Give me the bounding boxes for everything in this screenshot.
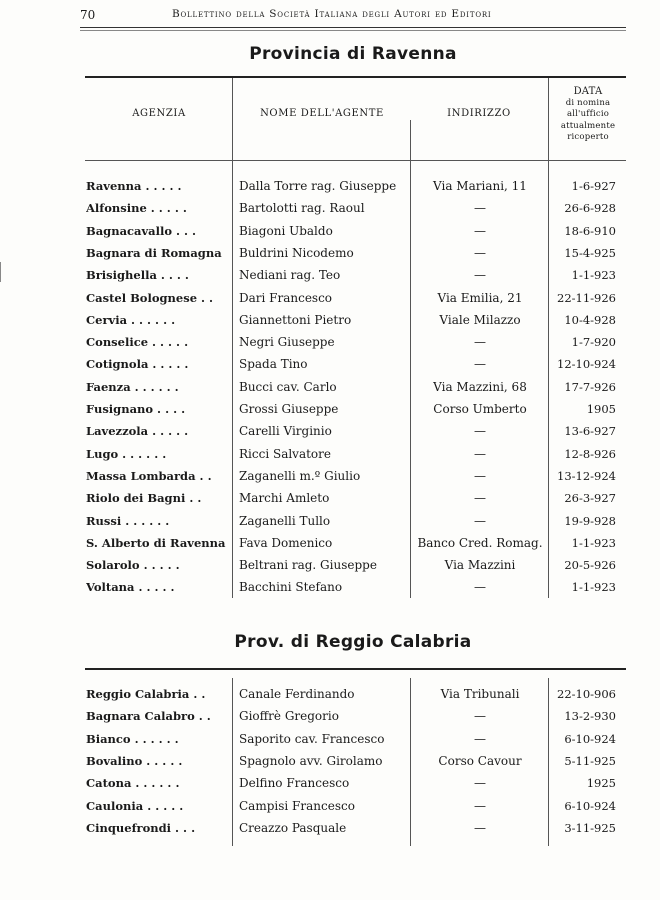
cell-indirizzo: Via Mariani, 11 <box>433 179 527 193</box>
cell-agente: Dalla Torre rag. Giuseppe <box>239 179 397 193</box>
cell-agente: Dari Francesco <box>239 290 333 305</box>
cell-agente: Carelli Virginio <box>239 424 332 439</box>
cell-indirizzo: — <box>474 491 486 506</box>
cell-indirizzo: Via Mazzini, 68 <box>433 379 527 394</box>
table-row <box>0 376 660 398</box>
page-number: 70 <box>80 8 96 22</box>
cell-indirizzo: Corso Cavour <box>438 753 522 768</box>
table-row <box>0 705 660 727</box>
table-row <box>0 353 660 375</box>
cell-agente: Zaganelli Tullo <box>239 513 331 528</box>
cell-indirizzo: Via Emilia, 21 <box>437 290 523 305</box>
cell-indirizzo: — <box>474 798 486 813</box>
column-header-agente: NOME DELL'AGENTE <box>260 108 384 119</box>
cell-agenzia: Solarolo . . . . . <box>86 558 180 573</box>
table-row <box>0 750 660 772</box>
cell-data: 18-6-910 <box>564 223 616 238</box>
table-row <box>0 772 660 794</box>
cell-data: 13-6-927 <box>564 424 616 439</box>
cell-agenzia: Voltana . . . . . <box>86 580 175 595</box>
cell-agenzia: Massa Lombarda . . <box>86 468 212 483</box>
table-row <box>0 331 660 353</box>
cell-agenzia: Fusignano . . . . <box>86 402 186 416</box>
cell-agente: Spada Tino <box>239 357 308 372</box>
cell-agente: Biagoni Ubaldo <box>239 223 333 238</box>
cell-agente: Ricci Salvatore <box>239 446 331 461</box>
cell-agenzia: Bagnara Calabro . . <box>86 709 211 724</box>
cell-indirizzo: — <box>474 335 486 350</box>
cell-data: 26-6-928 <box>564 201 616 216</box>
cell-data: 12-8-926 <box>564 446 616 461</box>
table-row <box>0 728 660 750</box>
cell-agenzia: Cinquefrondi . . . <box>86 820 196 835</box>
cell-indirizzo: — <box>474 268 486 283</box>
table-row <box>0 242 660 264</box>
cell-agenzia: Catona . . . . . . <box>86 776 180 791</box>
header-bottom-rule <box>85 160 626 161</box>
cell-agenzia: Cotignola . . . . . <box>86 357 189 372</box>
cell-agente: Giannettoni Pietro <box>239 312 352 327</box>
header-rule-secondary <box>80 30 626 31</box>
cell-indirizzo: — <box>474 446 486 461</box>
cell-agente: Beltrani rag. Giuseppe <box>239 558 377 573</box>
cell-agente: Bartolotti rag. Raoul <box>239 201 365 216</box>
cell-agente: Negri Giuseppe <box>239 335 335 350</box>
column-header-data-sub-1: di nomina <box>565 97 611 108</box>
cell-data: 17-7-926 <box>564 379 616 394</box>
table-row <box>0 683 660 705</box>
cell-data: 5-11-925 <box>564 753 616 768</box>
table-row <box>0 510 660 532</box>
margin-mark <box>0 262 1 282</box>
table-row <box>0 309 660 331</box>
cell-agente: Creazzo Pasquale <box>239 820 347 835</box>
cell-agente: Buldrini Nicodemo <box>239 245 354 260</box>
table-row <box>0 175 660 197</box>
cell-indirizzo: — <box>474 245 486 260</box>
cell-indirizzo: — <box>474 223 486 238</box>
table-row <box>0 554 660 576</box>
cell-agenzia: Caulonia . . . . . <box>86 798 184 813</box>
table-row <box>0 795 660 817</box>
cell-agenzia: S. Alberto di Ravenna <box>86 535 226 550</box>
cell-agenzia: Bagnara di Romagna <box>86 245 222 260</box>
cell-agente: Delfino Francesco <box>239 776 350 791</box>
cell-data: 19-9-928 <box>564 513 616 528</box>
cell-indirizzo: — <box>474 513 486 528</box>
cell-agenzia: Brisighella . . . . <box>86 268 189 283</box>
cell-agenzia: Reggio Calabria . . <box>86 687 206 701</box>
table-row <box>0 443 660 465</box>
cell-agenzia: Cervia . . . . . . <box>86 312 176 327</box>
cell-agenzia: Bianco . . . . . . <box>86 731 179 746</box>
table-row <box>0 532 660 554</box>
cell-indirizzo: Via Mazzini <box>444 558 516 573</box>
cell-data: 1-1-923 <box>571 535 616 550</box>
reggio-table-top-rule <box>85 668 626 670</box>
cell-indirizzo: — <box>474 201 486 216</box>
journal-title: Bollettino della Società Italiana degli Autori ed Editori <box>172 8 492 20</box>
table-row <box>0 220 660 242</box>
column-header-indirizzo: INDIRIZZO <box>447 108 511 119</box>
cell-agente: Canale Ferdinando <box>239 687 355 701</box>
cell-data: 15-4-925 <box>564 245 616 260</box>
cell-indirizzo: — <box>474 709 486 724</box>
cell-data: 13-12-924 <box>557 468 616 483</box>
table-top-rule <box>85 76 626 78</box>
table-row <box>0 398 660 420</box>
cell-agente: Zaganelli m.º Giulio <box>239 468 361 483</box>
table-row <box>0 487 660 509</box>
cell-data: 1-1-923 <box>571 268 616 283</box>
section-title-ravenna: Provincia di Ravenna <box>249 44 457 64</box>
header-rule <box>80 27 626 28</box>
cell-data: 1905 <box>586 402 616 416</box>
cell-agenzia: Bovalino . . . . . <box>86 753 183 768</box>
section-title-reggio: Prov. di Reggio Calabria <box>234 632 472 652</box>
cell-indirizzo: Corso Umberto <box>433 402 527 416</box>
cell-agenzia: Faenza . . . . . . <box>86 379 179 394</box>
cell-data: 12-10-924 <box>557 357 616 372</box>
table-row <box>0 576 660 598</box>
cell-agente: Fava Domenico <box>239 535 333 550</box>
cell-data: 22-10-906 <box>557 687 616 701</box>
cell-indirizzo: — <box>474 468 486 483</box>
cell-data: 22-11-926 <box>557 290 616 305</box>
cell-data: 3-11-925 <box>564 820 616 835</box>
cell-agente: Gioffrè Gregorio <box>239 709 339 724</box>
cell-data: 1-6-927 <box>571 179 616 193</box>
column-header-data <box>550 86 626 144</box>
column-header-data-sub-3: attualmente <box>560 120 616 131</box>
cell-data: 1-7-920 <box>571 335 616 350</box>
cell-agenzia: Ravenna . . . . . <box>86 179 182 193</box>
running-head <box>80 6 626 24</box>
table-row <box>0 817 660 839</box>
column-header-agenzia: AGENZIA <box>132 108 186 119</box>
cell-agente: Saporito cav. Francesco <box>239 731 385 746</box>
table-row <box>0 287 660 309</box>
cell-indirizzo: — <box>474 820 486 835</box>
column-header-data-sub-2: all'ufficio <box>566 109 610 119</box>
cell-indirizzo: — <box>474 776 486 791</box>
table-row <box>0 197 660 219</box>
cell-agente: Bucci cav. Carlo <box>239 379 337 394</box>
table-row <box>0 264 660 286</box>
cell-data: 1925 <box>586 776 616 791</box>
cell-data: 6-10-924 <box>564 731 616 746</box>
cell-agente: Campisi Francesco <box>239 798 355 813</box>
cell-indirizzo: Banco Cred. Romag. <box>417 535 543 550</box>
cell-agente: Spagnolo avv. Girolamo <box>239 753 383 768</box>
column-header-data-sub-4: ricoperto <box>567 132 609 142</box>
cell-agenzia: Conselice . . . . . <box>86 335 189 350</box>
cell-agenzia: Russi . . . . . . <box>86 513 170 528</box>
cell-data: 1-1-923 <box>571 580 616 595</box>
table-row <box>0 465 660 487</box>
cell-agente: Nediani rag. Teo <box>239 268 341 283</box>
cell-agenzia: Alfonsine . . . . . <box>86 201 187 216</box>
cell-agente: Bacchini Stefano <box>239 580 343 595</box>
cell-data: 6-10-924 <box>564 798 616 813</box>
cell-data: 13-2-930 <box>564 709 616 724</box>
cell-indirizzo: — <box>474 580 486 595</box>
cell-data: 10-4-928 <box>564 312 616 327</box>
column-header-data-title: DATA <box>573 86 603 97</box>
cell-data: 26-3-927 <box>564 491 616 506</box>
cell-agenzia: Bagnacavallo . . . <box>86 223 197 238</box>
cell-indirizzo: — <box>474 424 486 439</box>
cell-agenzia: Castel Bolognese . . <box>86 290 214 305</box>
cell-data: 20-5-926 <box>564 558 616 573</box>
table-row <box>0 420 660 442</box>
cell-indirizzo: — <box>474 731 486 746</box>
cell-indirizzo: Via Tribunali <box>440 687 520 701</box>
cell-indirizzo: Viale Milazzo <box>439 312 521 327</box>
cell-agente: Marchi Amleto <box>239 491 330 506</box>
cell-indirizzo: — <box>474 357 486 372</box>
cell-agenzia: Lugo . . . . . . <box>86 446 167 461</box>
cell-agenzia: Riolo dei Bagni . . <box>86 491 202 506</box>
cell-agente: Grossi Giuseppe <box>239 402 339 416</box>
cell-agenzia: Lavezzola . . . . . <box>86 424 189 439</box>
